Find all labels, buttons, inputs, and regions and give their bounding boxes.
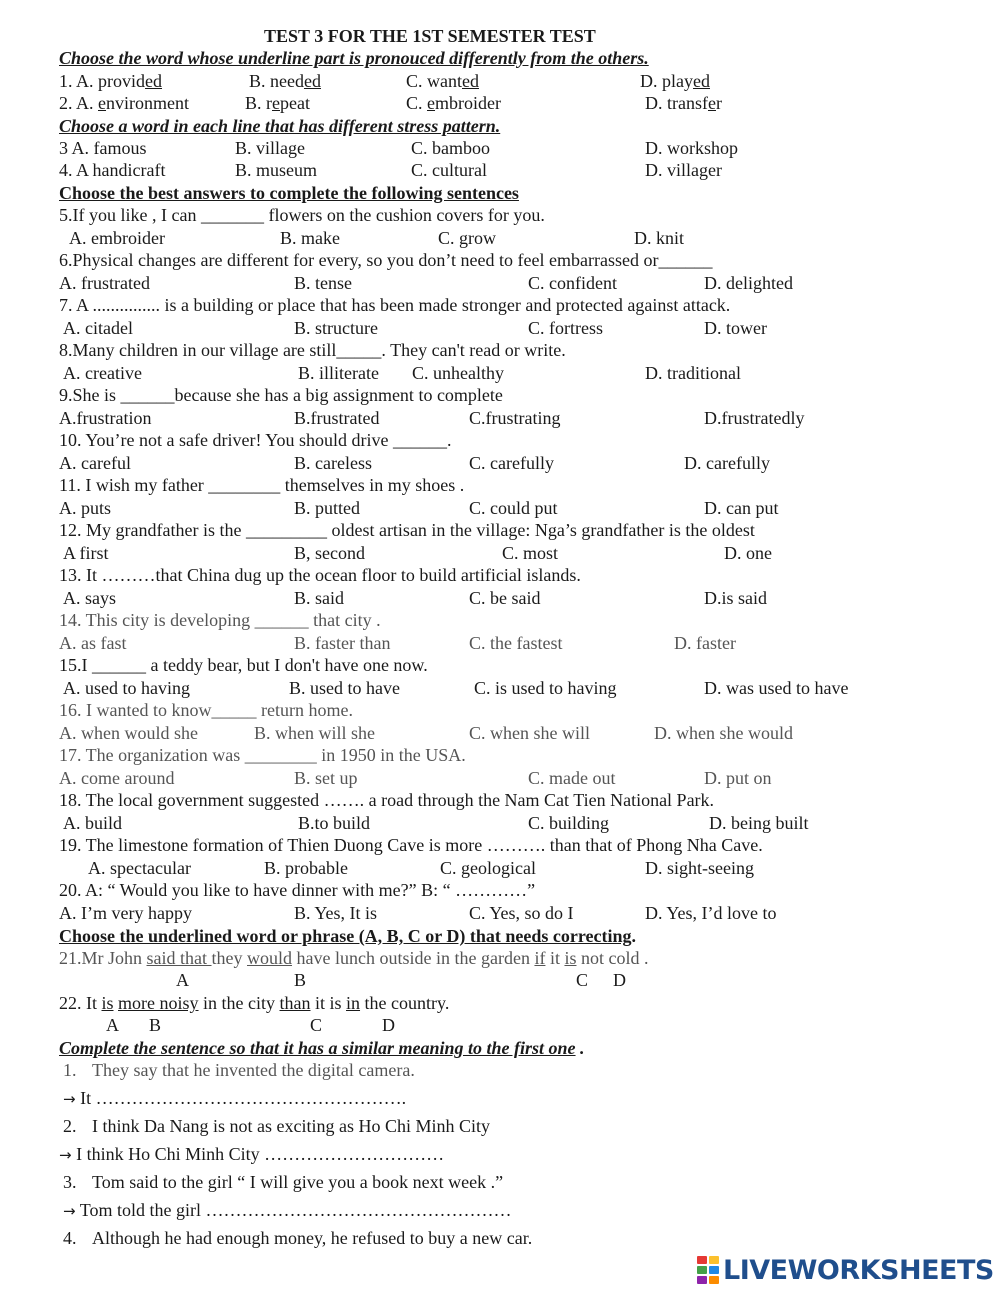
q18-option-b[interactable]: B.to build (298, 813, 371, 833)
q2-option-c[interactable]: C. embroider (406, 93, 501, 113)
q9-option-d[interactable]: D.frustratedly (704, 408, 805, 428)
q8-option-d[interactable]: D. traditional (645, 363, 741, 383)
q10-option-d[interactable]: D. carefully (684, 453, 770, 473)
section-heading-stress: Choose a word in each line that has different stress pattern. (59, 116, 501, 136)
q18-option-c[interactable]: C. building (528, 813, 610, 833)
question-20: 20. A: “ Would you like to have dinner with me?” B: “ …………” (59, 880, 536, 900)
q6-option-a[interactable]: A. frustrated (59, 273, 150, 293)
q19-option-c[interactable]: C. geological (440, 858, 536, 878)
q5-option-d[interactable]: D. knit (634, 228, 685, 248)
question-number: 2. (59, 93, 73, 113)
q14-option-b[interactable]: B. faster than (294, 633, 391, 653)
q22-option-a[interactable]: is (101, 993, 114, 1013)
rewrite-4-number: 4. (63, 1228, 77, 1248)
question-number: 1. (59, 71, 73, 91)
q14-option-c[interactable]: C. the fastest (469, 633, 563, 653)
q4-option-c[interactable]: C. cultural (411, 160, 487, 180)
section-heading-rewrite: Complete the sentence so that it has a similar meaning to the first one . (59, 1038, 585, 1058)
q4-option-d[interactable]: D. villager (645, 160, 722, 180)
q4-option-a[interactable]: 4. A handicraft (59, 160, 166, 180)
q22-label-c: C (310, 1015, 323, 1035)
question-21: 21.Mr John said that they would have lunch outside in the garden if it is not cold . (59, 948, 649, 968)
q21-option-d[interactable]: is (564, 948, 577, 968)
question-14: 14. This city is developing ______ that city . (59, 610, 381, 630)
arrow-right-icon: → (63, 1090, 76, 1108)
q12-option-b[interactable]: B, second (294, 543, 365, 563)
rewrite-1-prompt: They say that he invented the digital camera. (92, 1060, 415, 1080)
q18-option-a[interactable]: A. build (63, 813, 123, 833)
question-10: 10. You’re not a safe driver! You should drive ______. (59, 430, 452, 450)
q20-option-a[interactable]: A. I’m very happy (59, 903, 192, 923)
q3-option-c[interactable]: C. bamboo (411, 138, 490, 158)
question-11: 11. I wish my father ________ themselves in my shoes . (59, 475, 465, 495)
q15-option-b[interactable]: B. used to have (289, 678, 400, 698)
q2-option-d[interactable]: D. transfer (645, 93, 722, 113)
q2-option-b[interactable]: B. repeat (245, 93, 310, 113)
question-12: 12. My grandfather is the _________ oldest artisan in the village: Nga’s grandfather is the oldest (59, 520, 755, 540)
q22-label-d: D (382, 1015, 395, 1035)
q21-label-b: B (294, 970, 307, 990)
q12-option-d[interactable]: D. one (724, 543, 772, 563)
q22-label-a: A (106, 1015, 119, 1035)
q3-option-b[interactable]: B. village (235, 138, 305, 158)
q15-option-d[interactable]: D. was used to have (704, 678, 849, 698)
q21-option-c[interactable]: if (534, 948, 546, 968)
q19-option-d[interactable]: D. sight-seeing (645, 858, 754, 878)
q22-label-b: B (149, 1015, 162, 1035)
question-5: 5.If you like , I can _______ flowers on the cushion covers for you. (59, 205, 545, 225)
q17-option-b[interactable]: B. set up (294, 768, 358, 788)
q1-option-b[interactable]: B. needed (249, 71, 321, 91)
q16-option-b[interactable]: B. when will she (254, 723, 375, 743)
q13-option-d[interactable]: D.is said (704, 588, 767, 608)
question-6: 6.Physical changes are different for every, so you don’t need to feel embarrassed or______ (59, 250, 713, 270)
q12-option-c[interactable]: C. most (502, 543, 559, 563)
question-1: 1. A. provided (59, 71, 163, 91)
q8-option-a[interactable]: A. creative (63, 363, 142, 383)
q19-option-a[interactable]: A. spectacular (88, 858, 191, 878)
q21-label-a: A (176, 970, 189, 990)
q22-option-b[interactable]: more noisy (118, 993, 199, 1013)
rewrite-4-prompt: Although he had enough money, he refused to buy a new car. (92, 1228, 533, 1248)
question-7: 7. A ............... is a building or place that has been made stronger and protected against attack. (59, 295, 731, 315)
question-9: 9.She is ______because she has a big assignment to complete (59, 385, 503, 405)
q6-option-b[interactable]: B. tense (294, 273, 352, 293)
q8-option-c[interactable]: C. unhealthy (412, 363, 504, 383)
q21-label-d: D (613, 970, 626, 990)
rewrite-3-answer[interactable]: → Tom told the girl …………………………………………… (63, 1200, 512, 1220)
q7-option-a[interactable]: A. citadel (63, 318, 133, 338)
q7-option-c[interactable]: C. fortress (528, 318, 603, 338)
question-2: 2. A. environment (59, 93, 190, 113)
q20-option-c[interactable]: C. Yes, so do I (469, 903, 574, 923)
q17-option-d[interactable]: D. put on (704, 768, 772, 788)
q14-option-a[interactable]: A. as fast (59, 633, 127, 653)
rewrite-2-answer[interactable]: → I think Ho Chi Minh City ………………………… (59, 1144, 445, 1164)
q17-option-c[interactable]: C. made out (528, 768, 616, 788)
arrow-right-icon: → (59, 1146, 72, 1164)
q3-option-d[interactable]: D. workshop (645, 138, 738, 158)
logo-mark-icon (697, 1256, 719, 1284)
q10-option-c[interactable]: C. carefully (469, 453, 554, 473)
q11-option-a[interactable]: A. puts (59, 498, 112, 518)
q9-option-a[interactable]: A.frustration (59, 408, 152, 428)
q3-option-a[interactable]: 3 A. famous (59, 138, 147, 158)
q20-option-d[interactable]: D. Yes, I’d love to (645, 903, 777, 923)
question-13: 13. It ………that China dug up the ocean floor to build artificial islands. (59, 565, 581, 585)
q13-option-b[interactable]: B. said (294, 588, 345, 608)
q17-option-a[interactable]: A. come around (59, 768, 175, 788)
q18-option-d[interactable]: D. being built (709, 813, 809, 833)
q14-option-d[interactable]: D. faster (674, 633, 736, 653)
q21-option-a[interactable]: said that (146, 948, 212, 968)
q22-option-d[interactable]: in (346, 993, 361, 1013)
rewrite-2-prompt: I think Da Nang is not as exciting as Ho Chi Minh City (92, 1116, 490, 1136)
rewrite-2-number: 2. (63, 1116, 77, 1136)
question-22: 22. It is more noisy in the city than it is in the country. (59, 993, 450, 1013)
q16-option-d[interactable]: D. when she would (654, 723, 793, 743)
q5-option-c[interactable]: C. grow (438, 228, 496, 248)
q11-option-c[interactable]: C. could put (469, 498, 558, 518)
q11-option-d[interactable]: D. can put (704, 498, 779, 518)
q22-option-c[interactable]: than (279, 993, 311, 1013)
q4-option-b[interactable]: B. museum (235, 160, 318, 180)
q5-option-b[interactable]: B. make (280, 228, 340, 248)
q8-option-b[interactable]: B. illiterate (298, 363, 379, 383)
q9-option-b[interactable]: B.frustrated (294, 408, 380, 428)
q21-label-c: C (576, 970, 589, 990)
q9-option-c[interactable]: C.frustrating (469, 408, 561, 428)
section-heading-pronunciation: Choose the word whose underline part is pronouced differently from the others. (59, 48, 649, 68)
q13-option-a[interactable]: A. says (63, 588, 116, 608)
q20-option-b[interactable]: B. Yes, It is (294, 903, 378, 923)
question-8: 8.Many children in our village are still_____. They can't read or write. (59, 340, 566, 360)
question-18: 18. The local government suggested ……. a road through the Nam Cat Tien National Park. (59, 790, 715, 810)
rewrite-1-number: 1. (63, 1060, 77, 1080)
logo-text: LIVEWORKSHEETS (723, 1254, 994, 1286)
page-title: TEST 3 FOR THE 1ST SEMESTER TEST (264, 26, 596, 46)
q15-option-c[interactable]: C. is used to having (474, 678, 617, 698)
q7-option-b[interactable]: B. structure (294, 318, 378, 338)
section-heading-best-answers: Choose the best answers to complete the following sentences (59, 183, 519, 203)
q12-option-a[interactable]: A first (63, 543, 109, 563)
q5-option-a[interactable]: A. embroider (69, 228, 165, 248)
arrow-right-icon: → (63, 1202, 76, 1220)
q1-option-d[interactable]: D. played (640, 71, 710, 91)
q10-option-b[interactable]: B. careless (294, 453, 372, 473)
q6-option-d[interactable]: D. delighted (704, 273, 793, 293)
section-heading-correcting: Choose the underlined word or phrase (A, B, C or D) that needs correcting. (59, 926, 636, 946)
q6-option-c[interactable]: C. confident (528, 273, 617, 293)
rewrite-3-number: 3. (63, 1172, 77, 1192)
question-15: 15.I ______ a teddy bear, but I don't have one now. (59, 655, 428, 675)
q1-option-c[interactable]: C. wanted (406, 71, 479, 91)
question-19: 19. The limestone formation of Thien Duong Cave is more ………. than that of Phong Nha Cave. (59, 835, 763, 855)
q15-option-a[interactable]: A. used to having (63, 678, 190, 698)
q16-option-c[interactable]: C. when she will (469, 723, 590, 743)
q19-option-b[interactable]: B. probable (264, 858, 348, 878)
q13-option-c[interactable]: C. be said (469, 588, 541, 608)
liveworksheets-logo (697, 1255, 994, 1285)
q11-option-b[interactable]: B. putted (294, 498, 360, 518)
question-16: 16. I wanted to know_____ return home. (59, 700, 353, 720)
question-17: 17. The organization was ________ in 1950 in the USA. (59, 745, 466, 765)
q16-option-a[interactable]: A. when would she (59, 723, 198, 743)
rewrite-1-answer[interactable]: → It ……………………………………………. (63, 1088, 407, 1108)
q7-option-d[interactable]: D. tower (704, 318, 767, 338)
rewrite-3-prompt: Tom said to the girl “ I will give you a book next week .” (92, 1172, 504, 1192)
q10-option-a[interactable]: A. careful (59, 453, 131, 473)
q21-option-b[interactable]: would (247, 948, 293, 968)
